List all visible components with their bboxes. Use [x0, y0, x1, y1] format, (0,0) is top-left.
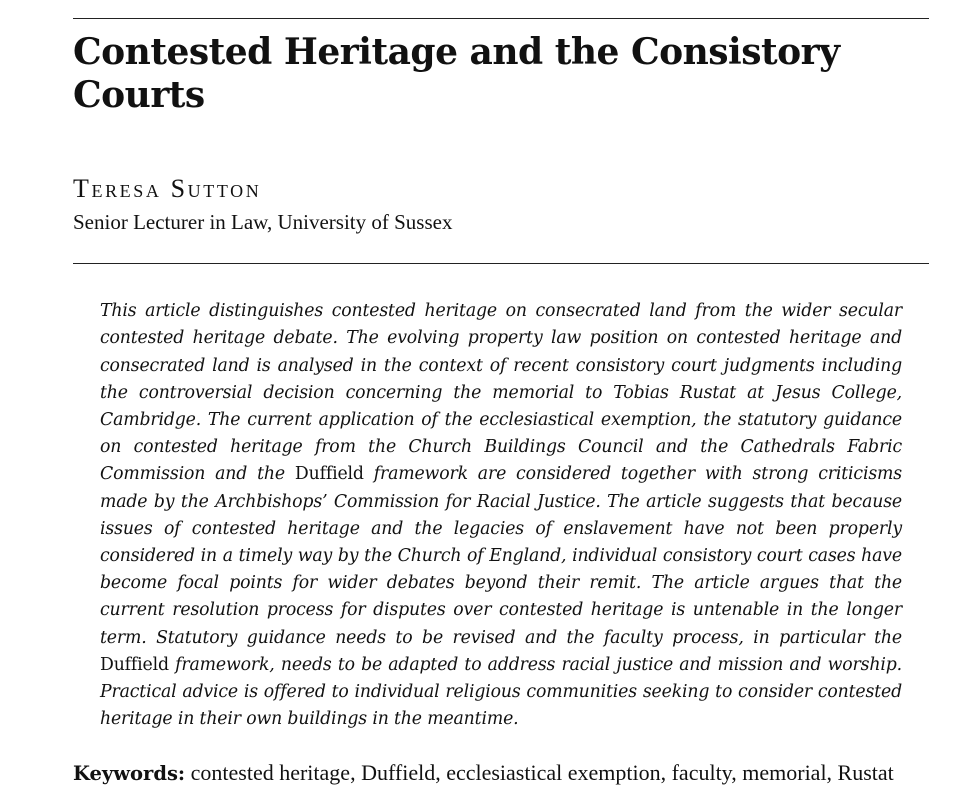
top-rule [73, 18, 929, 19]
author-name: Teresa Sutton [73, 174, 262, 204]
abstract-text-2: framework are considered together with strong criticisms made by the Archbishops’ Commission for Racial Justice. The article suggests that because issues of contested heritage and the legacies of enslavement have not been properly considered in a timely way by the Church of England, individual consistory court cases have become focal points for wider debates beyond their remit. The article argues that the current resolution process for disputes over contested heritage is untenable in the longer term. Statutory guidance needs to be revised and the faculty process, in particular the [100, 464, 903, 648]
header-rule [73, 263, 929, 264]
case-name-duffield: Duffield [100, 654, 169, 675]
abstract-text-1: This article distinguishes contested heritage on consecrated land from the wider secular contested heritage debate. The evolving property law position on contested heritage and consecrated land is analysed in the context of recent consistory court judgments including the controversial decision concerning the memorial to Tobias Rustat at Jesus College, Cambridge. The current application of the ecclesiastical exemption, the statutory guidance on contested heritage from the Church Buildings Council and the Cathedrals Fabric Commission and the [100, 301, 902, 485]
author-affiliation: Senior Lecturer in Law, University of Sussex [73, 209, 453, 234]
keywords-label: Keywords: [73, 762, 186, 786]
case-name-duffield: Duffield [294, 464, 364, 485]
article-header [73, 0, 929, 788]
abstract [100, 298, 902, 733]
article-title: Contested Heritage and the Consistory Courts [73, 31, 840, 117]
abstract-text-3: framework, needs to be adapted to address racial justice and mission and worship. Practical advice is offered to individual religious communities seeking to consider contested heritage in their own buildings in the meantime. [100, 654, 902, 730]
keywords-list: contested heritage, Duffield, ecclesiastical exemption, faculty, memorial, Rustat [190, 760, 894, 786]
